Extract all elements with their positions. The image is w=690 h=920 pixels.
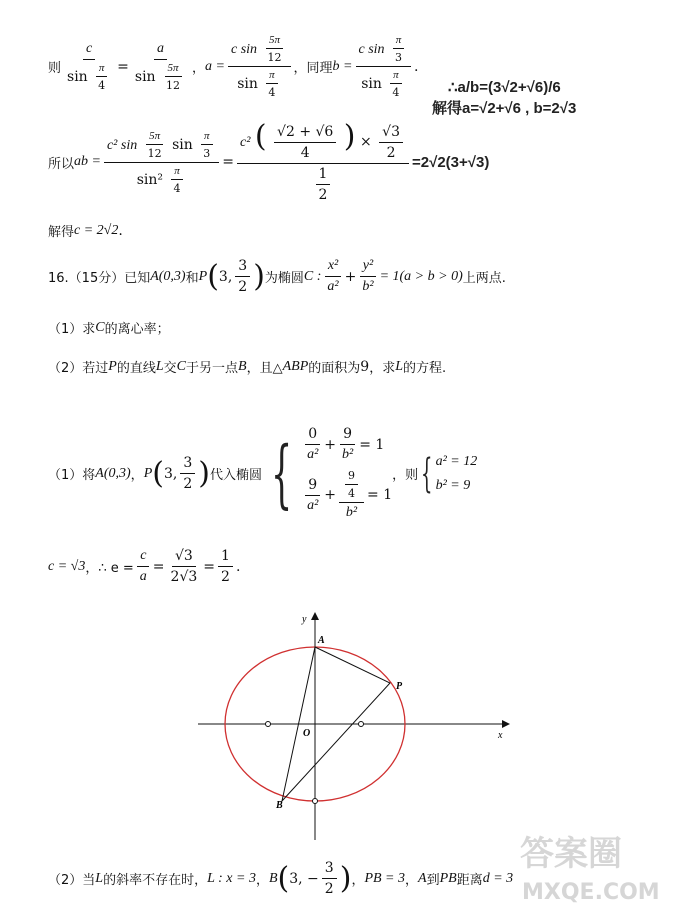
ab-fraction-2: c² ( $\frac{√2 + √6}{4}$ ) × $\frac{√3}{2}$ $\frac{1}{2}$: [237, 122, 409, 203]
c-over-sin-pi4: c sin $\frac{\pi}{4}$: [64, 41, 114, 92]
solution-1-system: （1）将 A(0,3) ， P ( 3, $\frac{3}{2}$ ) 代入椭圆 { $\frac{0}{\text{a²}}$ + $\frac{9}{\text{b²}}$ = 1 $\frac{9}{\text{a²}}$ + $\frac{\frac{9}{4}}{\text{b²}}$ = 1 ，则 { a² = 12 b² = 9: [48, 426, 478, 520]
result-system: { a² = 12 b² = 9: [421, 450, 478, 497]
lower-vertex: [313, 799, 318, 804]
question-16-part-2: （2）若过 P 的直线 L 交 C 于另一点 B ，且△ ABP 的面积为 9 ，求 L 的方程.: [48, 358, 447, 376]
ab-product-line: 所以 ab = c² sin $\frac{5\pi}{12}$ sin $\frac{\pi}{3}$ sin² $\frac{\pi}{4}$ = c² ( $\frac{√2 + √6}{4}$ ) × $\frac{√3}{2}$ $\frac{1}{2}$ =2√2(3+√3): [48, 119, 490, 203]
b-equals: b =: [332, 58, 353, 74]
point-b-label: B: [276, 800, 283, 811]
handwritten-ratio: ∴a/b=(3√2+√6)/6: [448, 79, 561, 96]
c-solution-line: 解得 c = 2√2 .: [48, 222, 123, 240]
focus-right: [359, 722, 364, 727]
ab-fraction-1: c² sin $\frac{5\pi}{12}$ sin $\frac{\pi}{3}$ sin² $\frac{\pi}{4}$: [104, 130, 219, 195]
point-a-label: A: [318, 635, 325, 646]
a-equals: a =: [205, 58, 225, 74]
equation-system: { $\frac{0}{\text{a²}}$ + $\frac{9}{\text{b²}}$ = 1 $\frac{9}{\text{a²}}$ + $\frac{\frac{9}{4}}{\text{b²}}$ = 1: [270, 426, 393, 520]
handwritten-solution: 解得a=√2+√6 , b=2√3: [432, 100, 577, 117]
handwritten-result: =2√2(3+√3): [411, 153, 490, 171]
eccentricity-line: c = √3 ，∴ e = $\frac{c}{a}$ = $\frac{√3}{2√3}$ = $\frac{1}{2}$ .: [48, 548, 241, 585]
watermark-url: MXQE.COM: [522, 880, 660, 905]
b-expression: c sin $\frac{\pi}{3}$ sin $\frac{\pi}{4}$: [356, 34, 412, 99]
sine-rule-line: 则 c sin $\frac{\pi}{4}$ = a sin $\frac{5\pi}{12}$ ， a = c sin $\frac{5\pi}{12}$ sin $\frac{\pi}{4}$ ， 同理 b = c sin $\frac{\pi}{3}$ sin $\frac{\pi}{4}$ .: [48, 34, 419, 99]
question-16-part-1: （1）求 C 的离心率；: [48, 319, 170, 337]
a-expression: c sin $\frac{5\pi}{12}$ sin $\frac{\pi}{4}$: [228, 34, 291, 99]
x-axis-label: x: [498, 730, 503, 741]
question-16-stem: 16.（15分）已知 A(0,3) 和 P ( 3, $\frac{3}{2}$ ) 为椭圆 C : $\frac{\text{x²}}{\text{a²}}$ + $\frac{\text{y²}}{\text{b²}}$ = 1(a > b > 0) 上两点.: [48, 258, 506, 295]
watermark-logo-text: 答案圈: [520, 834, 622, 874]
solution-2-line: （2）当 L 的斜率不存在时， L : x = 3 ， B ( 3, − $\frac{3}{2}$ ) ， PB = 3 ， A 到 PB 距离 d = 3: [48, 860, 514, 897]
origin-label: O: [303, 728, 311, 739]
ze-word: 则: [48, 61, 62, 76]
y-axis-label: y: [302, 614, 307, 625]
tongli-word: 同理: [306, 61, 333, 76]
point-p-label: P: [396, 681, 403, 692]
ellipse-figure: [190, 608, 530, 848]
focus-left: [266, 722, 271, 727]
a-over-sin-5pi12: a sin $\frac{5\pi}{12}$: [134, 41, 181, 92]
